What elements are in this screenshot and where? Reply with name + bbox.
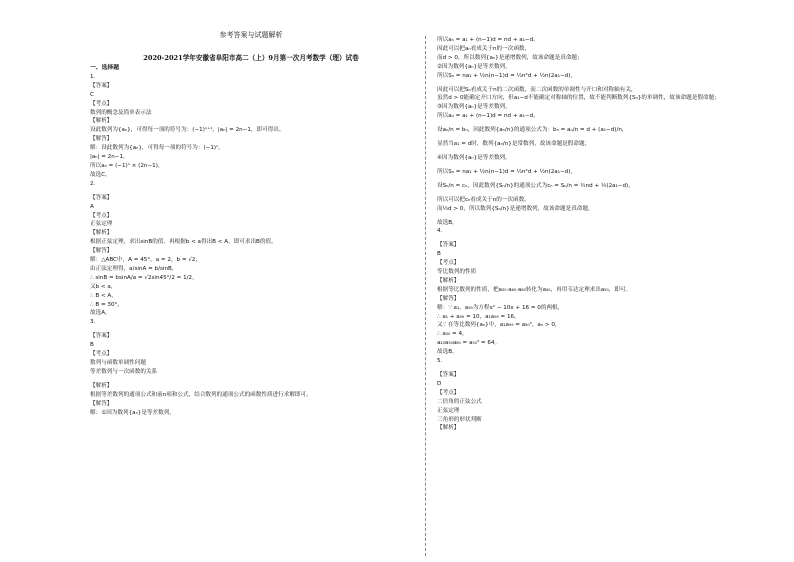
page-title: 参考答案与试题解析 (219, 31, 283, 39)
text-line: B (90, 342, 94, 349)
text-line: 【解答】 (437, 295, 460, 302)
text-line: 3. (90, 319, 96, 326)
text-line: 故选B。 (437, 219, 458, 226)
text-line: D (437, 380, 442, 387)
text-line: 【答案】 (437, 242, 460, 249)
text-line: 根据等差数列的通项公式和前n项和公式，结合数列的通项公式的函数性质进行求解即可。 (90, 391, 312, 398)
text-line: 【考点】 (90, 212, 113, 219)
right-content (437, 36, 767, 433)
text-line: 【答案】 (90, 82, 113, 89)
text-line: 【解析】 (437, 277, 460, 284)
text-line: 三角形的形状判断 (437, 416, 482, 423)
text-line: 【考点】 (90, 351, 113, 358)
text-line: 所以aₙ = a₁ + (n−1)d = nd + a₁−d， (437, 37, 539, 43)
text-line: 【答案】 (437, 372, 460, 378)
text-line: 2. (90, 180, 96, 187)
text-line: 【答案】 (90, 194, 113, 201)
text-line: 等差数列与一次函数的关系 (90, 368, 158, 375)
text-line: ④因为数列{aₙ}是等差数列， (437, 154, 511, 161)
left-column (90, 30, 412, 417)
text-line: 设Sₙ/n = cₙ，因此数列{Sₙ/n}的通项公式为cₙ = Sₙ/n = ½nd + ½(2a₁−d)， (437, 182, 634, 189)
text-line: 【解析】 (90, 382, 113, 389)
text-line: 5. (437, 358, 443, 365)
text-line: ③因为数列{aₙ}是等差数列， (437, 104, 511, 111)
text-line: 解：①因为数列{aₙ}是等差数列， (90, 409, 175, 416)
text-line: 【考点】 (437, 260, 460, 267)
text-line: a₂₀a₅₀a₈₀ = a₅₀³ = 64。 (437, 340, 501, 347)
text-line: ∴ a₅₀ = 4， (437, 331, 468, 338)
text-line: 解：设此数列为{aₙ}，可得每一项的符号为：(−1)ⁿ， (90, 145, 224, 152)
text-line: 又∵ 在等比数列{aₙ}中，a₁a₉₉ = a₅₀²，aₙ > 0， (437, 322, 561, 329)
text-line: 因此可以把aₙ看成关于n的一次函数， (437, 45, 531, 52)
text-line: C (90, 91, 94, 98)
text-line: 【解答】 (90, 136, 113, 143)
text-line: 数列与函数单调性问题 (90, 360, 146, 366)
text-line: 1. (90, 73, 96, 80)
text-line: 【解答】 (90, 248, 113, 255)
column-divider (425, 36, 426, 556)
text-line: 根据等比数列的性质，把a₂₀·a₆₀·a₈₀转化为a₅₀，再用韦达定理求出a₅₀，即可。 (437, 286, 632, 293)
text-line: 所以可以把cₙ看成关于n的一次函数， (437, 196, 530, 203)
text-line: 【答案】 (90, 333, 113, 340)
text-line: 故选A。 (90, 310, 111, 317)
text-line: 等比数列的性质 (437, 269, 477, 276)
left-content (90, 73, 412, 418)
text-line: 【解析】 (90, 118, 113, 125)
text-line: 所以Sₙ = na₁ + ½n(n−1)d = ½n²d + ½n(2a₁−d)， (437, 72, 576, 79)
text-line: 设此数列为{aₙ}，可得每一项的符号为：(−1)ⁿ⁺¹，|aₙ| = 2n−1，即可得出。 (90, 127, 285, 134)
text-line: 正弦定理 (90, 221, 113, 228)
text-line: ②因为数列{aₙ}是等差数列， (437, 63, 511, 70)
text-line: 因此可以把Sₙ看成关于n的二次函数，而二次函数的单调性与开口和对称轴有关， (437, 86, 637, 93)
text-line: 4. (437, 228, 443, 235)
text-line: A (90, 203, 94, 210)
text-line: 【解析】 (437, 425, 460, 432)
text-line: 而d > 0，所以数列{aₙ}是递增数列，故该命题是真命题； (437, 54, 583, 61)
text-line: 【解答】 (90, 400, 113, 407)
text-line: 数列的概念及简单表示法 (90, 109, 152, 116)
text-line: 故选C。 (90, 171, 111, 178)
text-line: ∴ B = 30°， (90, 301, 123, 308)
text-line: 【考点】 (437, 389, 460, 396)
section-heading: 一、选择题 (90, 65, 119, 71)
text-line: 又b < a， (90, 283, 117, 290)
right-column (437, 36, 767, 433)
text-line: 根据正弦定理，求出sinB的值，再根据b < a得出B < A，即可求出B的值。 (90, 239, 277, 246)
text-line: ∴ a₁ + a₉₉ = 10，a₁a₉₉ = 16。 (437, 313, 520, 320)
text-line: 解：∵ a₁，a₉₉为方程x² − 10x + 16 = 0的两根， (437, 304, 564, 311)
text-line: |aₙ| = 2n−1， (90, 154, 129, 161)
text-line: 虽然d > 0能确定开口方向，但a₁−d不能确定对称轴的位置，故不能判断数列{Sₙ}的单调性，故该命题是假命题； (437, 95, 720, 102)
text-line: ∴ B < A， (90, 292, 117, 299)
text-line: 所以aₙ = a₁ + (n−1)d = nd + a₁−d， (437, 113, 539, 120)
text-line: 所以aₙ = (−1)ⁿ × (2n−1)， (90, 162, 164, 169)
text-line: 【考点】 (90, 100, 113, 107)
text-line: 所以Sₙ = na₁ + ½n(n−1)d = ½n²d + ½n(2a₁−d)， (437, 168, 576, 175)
text-line: ∴ sinB = bsinA/a = √2sin45°/2 = 1/2， (90, 274, 198, 281)
text-line: 【解析】 (90, 230, 113, 237)
text-line: 二倍角的正弦公式 (437, 398, 482, 405)
text-line: 而½d > 0，所以数列{Sₙ/n}是递增数列，故该命题是真命题。 (437, 205, 594, 212)
text-line: B (437, 251, 441, 258)
exam-subtitle: 2020-2021学年安徽省阜阳市高二（上）9月第一次月考数学（理）试卷 (143, 54, 359, 62)
text-line: 正弦定理 (437, 407, 460, 414)
text-line: 由正弦定理得，a/sinA = b/sinB， (90, 265, 178, 272)
text-line: 故选B。 (437, 349, 458, 356)
text-line: 设aₙ/n = bₙ，因此数列{aₙ/n}的通项公式为：bₙ = aₙ/n = d + (a₁−d)/n， (437, 127, 628, 134)
text-line: 解：△ABC中，A = 45°，a = 2，b = √2， (90, 257, 202, 264)
text-line: 显然当a₁ = d时，数列{aₙ/n}是常数列，故该命题是假命题； (437, 141, 591, 148)
